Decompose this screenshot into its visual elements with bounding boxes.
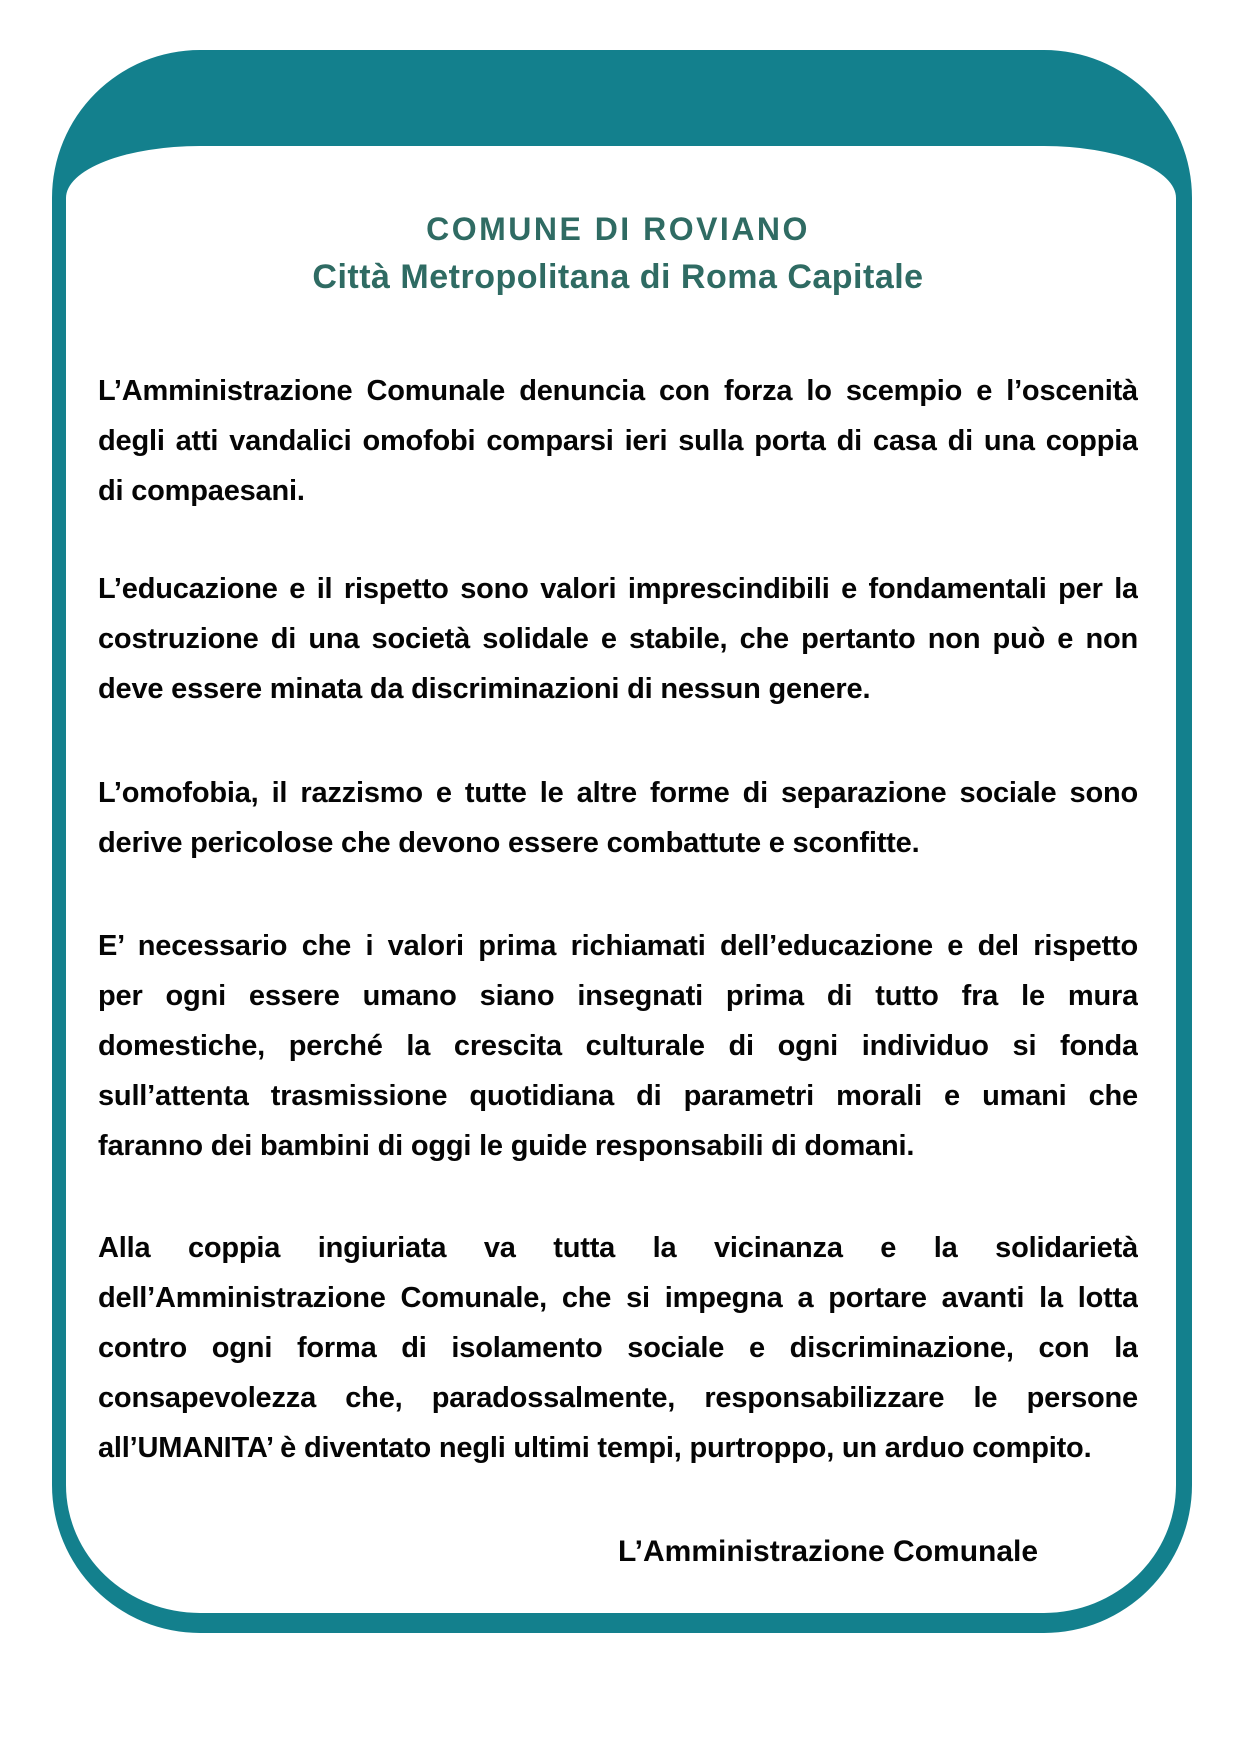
- paragraph-3-line-2: derive pericolose che devono essere combattute e sconfitte.: [98, 827, 920, 859]
- paragraph-5-line-2: dell’Amministrazione Comunale, che si impegna a portare avanti la lotta: [98, 1282, 1138, 1314]
- paragraph-4-line-3: domestiche, perché la crescita culturale di ogni individuo si fonda: [98, 1030, 1138, 1062]
- paragraph-2-line-2: costruzione di una società solidale e stabile, che pertanto non può e non: [98, 623, 1138, 655]
- paragraph-2-line-1: L’educazione e il rispetto sono valori imprescindibili e fondamentali per la: [98, 573, 1138, 605]
- paragraph-2-line-3: deve essere minata da discriminazioni di nessun genere.: [98, 673, 871, 705]
- paragraph-4-line-4: sull’attenta trasmissione quotidiana di parametri morali e umani che: [98, 1080, 1138, 1112]
- body-paragraph-1: [98, 366, 1138, 516]
- paragraph-4-line-5: faranno dei bambini di oggi le guide responsabili di domani.: [98, 1130, 915, 1162]
- page-subtitle: Città Metropolitana di Roma Capitale: [312, 258, 924, 296]
- paragraph-1-line-3: di compaesani.: [98, 475, 305, 507]
- body-paragraph-2: [98, 564, 1138, 714]
- paragraph-5-line-5: all’UMANITA’ è diventato negli ultimi tempi, purtroppo, un arduo compito.: [98, 1432, 1092, 1464]
- paragraph-1-line-2: degli atti vandalici omofobi comparsi ieri sulla porta di casa di una coppia: [98, 425, 1138, 457]
- paragraph-5-line-1: Alla coppia ingiuriata va tutta la vicinanza e la solidarietà: [98, 1232, 1138, 1264]
- paragraph-3-line-1: L’omofobia, il razzismo e tutte le altre forme di separazione sociale sono: [98, 777, 1138, 809]
- paragraph-4-line-1: E’ necessario che i valori prima richiamati dell’educazione e del rispetto: [98, 930, 1138, 962]
- document-content: [98, 146, 1138, 1569]
- paragraph-5-line-4: consapevolezza che, paradossalmente, responsabilizzare le persone: [98, 1382, 1138, 1414]
- paragraph-5-line-3: contro ogni forma di isolamento sociale e discriminazione, con la: [98, 1332, 1138, 1364]
- body-paragraph-4: [98, 921, 1138, 1171]
- body-paragraph-5: [98, 1223, 1138, 1473]
- signature-line: L’Amministrazione Comunale: [618, 1535, 1039, 1568]
- body-paragraph-3: [98, 768, 1138, 868]
- page-title: COMUNE DI ROVIANO: [426, 211, 810, 247]
- paragraph-4-line-2: per ogni essere umano siano insegnati prima di tutto fra le mura: [98, 980, 1138, 1012]
- paragraph-1-line-1: L’Amministrazione Comunale denuncia con forza lo scempio e l’oscenità: [98, 375, 1138, 407]
